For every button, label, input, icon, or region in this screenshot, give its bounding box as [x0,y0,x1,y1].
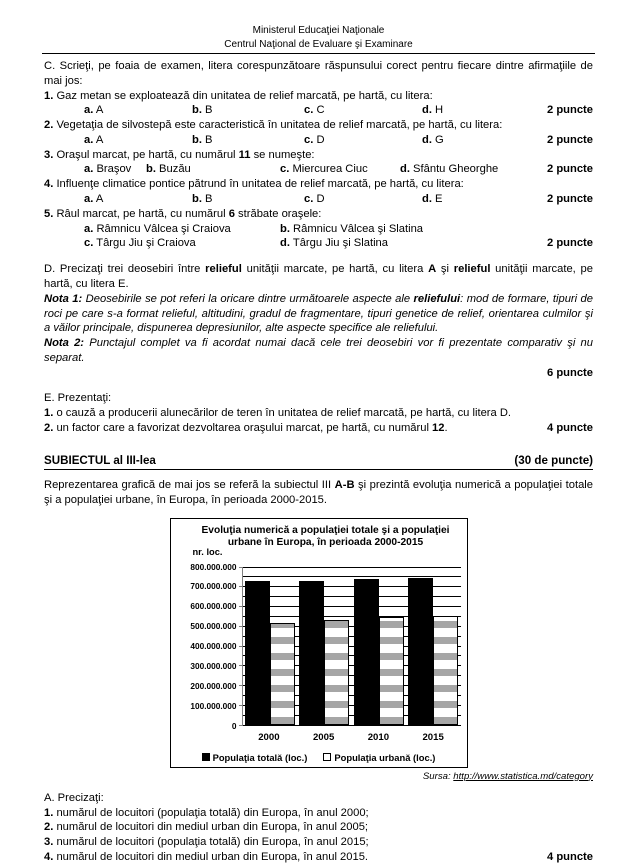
x-tick-label: 2010 [367,731,390,743]
a1-text: numărul de locuitori (populaţia totală) din Europa, în anul 2000; [53,806,369,819]
nota1-bold: reliefului [413,292,461,305]
legend-item [323,752,435,763]
nota2-label: Nota 2: [44,337,85,350]
bar-urban-population [379,617,404,725]
y-tick-label: 400.000.000 [190,641,237,652]
section-d-points-row [44,366,593,381]
bar-urban-population [270,623,295,725]
chart-grid [242,567,461,726]
q3-option-b: b. Buzău [146,163,191,176]
q2-number: 2. [44,119,54,132]
d-intro-bold-3: relieful [453,263,491,276]
legend-swatch-icon [202,753,210,761]
q2-options [44,133,593,148]
e2-number: 2. [44,421,54,434]
q1-number: 1. [44,89,54,102]
q3-option-d: d. Sfântu Gheorghe [400,163,499,176]
a2-text: numărul de locuitori din mediul urban din Europa, în anul 2005; [53,821,369,834]
q2-option-a: a. A [84,133,104,146]
a1-number: 1. [44,806,54,819]
q2-points: 2 puncte [546,133,593,146]
bar-group [406,567,461,725]
a3-number: 3. [44,836,54,849]
population-bar-chart [170,518,468,768]
q2-option-b: b. B [192,133,213,146]
q4-stem: Influenţe climatice pontice pătrund în unitatea de relief marcată, pe hartă, cu litera: [53,178,464,191]
section-a-item-3 [44,835,593,850]
legend-label: Populaţia urbană (loc.) [334,751,436,763]
nota2-text: Punctajul complet va fi acordat numai dacă cele trei deosebiri vor fi prezentate comparativ şi nu separat. [44,337,594,364]
chart-source [0,768,637,782]
q5-options-row1 [44,222,593,237]
y-axis-tick [239,725,243,726]
bar-urban-population [433,616,458,725]
q4-option-c: c. D [304,193,325,206]
a4-wrap [44,850,368,865]
q5-option-a: a. Râmnicu Vâlcea şi Craiova [84,222,231,235]
section-c-intro: C. Scrieţi, pe foaia de examen, litera corespunzătoare răspunsului corect pentru fiecare dintre afirmaţiile de mai jos: [44,60,593,87]
section-d-intro [44,262,593,292]
section-a-points: 4 puncte [546,851,593,864]
y-tick-label: 0 [231,720,237,731]
q5-option-c: c. Târgu Jiu şi Craiova [84,237,196,250]
bar-urban-population [324,620,349,725]
subject-3-heading [44,453,593,470]
section-a-item-2 [44,820,593,835]
q3-stem-bold: 11 [238,148,251,161]
q2-stem: Vegetaţia de silvostepă este caracteristică în unitatea de relief marcată, pe hartă, cu litera: [53,119,503,132]
e2-pre: un factor care a favorizat dezvoltarea oraşului marcat, pe hartă, cu numărul [53,421,433,434]
bar-total-population [354,579,379,724]
q1-points: 2 puncte [546,104,593,117]
d-intro-mid-1: unităţii marcate, pe hartă, cu litera [241,263,429,276]
q5-stem-bold: 6 [228,207,235,220]
chart-title: Evoluţia numerică a populaţiei totale şi a populaţiei urbane în Europa, în perioada 2000-2015 [201,524,450,549]
subject-3-intro [44,478,593,508]
exam-content [0,54,637,508]
nota1-post: : mod de formare, tipuri de roci pe care s-a format relieful, altitudini, gradul de fragmentare, tipuri genetice de relief, orientarea culmilor şi a văilor principale, dispunerea depresiunilor, alte aspecte specifice ale reliefului. [44,292,594,335]
e1-number: 1. [44,407,54,420]
section-a-item-4 [44,850,593,865]
q5-points: 2 puncte [546,237,593,250]
y-tick-label: 100.000.000 [190,700,237,711]
d-intro-bold-1: relieful [205,263,242,276]
legend-swatch-icon [323,753,331,761]
ministry-line: Ministerul Educaţiei Naţionale [252,25,385,36]
y-tick-label: 600.000.000 [190,601,237,612]
s3-intro-pre: Reprezentarea grafică de mai jos se referă la subiectul III [44,479,335,492]
s3-intro-post: şi prezintă evoluţia numerică a populaţiei totale şi a populaţiei urbane, în Europa, în perioada 2000-2015. [44,479,594,506]
bar-group [243,567,298,725]
subject-3-points: (30 de puncte) [514,453,593,467]
bar-series-group [243,567,461,725]
section-d-points: 6 puncte [546,366,593,379]
q3-points: 2 puncte [546,163,593,176]
d-intro-bold-2: A [428,263,437,276]
center-line: Centrul Naţional de Evaluare şi Examinare [224,38,413,50]
question-c3 [44,148,593,178]
q4-option-a: a. A [84,193,104,206]
q5-option-b: b. Râmnicu Vâlcea şi Slatina [280,222,424,235]
y-tick-label: 800.000.000 [190,561,237,572]
x-tick-label: 2015 [422,731,444,743]
q2-option-d: d. G [422,133,444,146]
q4-number: 4. [44,178,54,191]
s3-intro-bold: A-B [334,479,355,492]
q1-option-b: b. B [192,104,213,117]
y-axis-tick-labels [176,561,240,731]
q3-option-c: c. Miercurea Ciuc [280,163,368,176]
y-tick-label: 500.000.000 [190,621,237,632]
q3-stem-post: se numeşte: [250,148,315,161]
section-e-item-1 [44,406,593,421]
e2-bold: 12 [432,421,445,434]
legend-label: Populaţia totală (loc.) [212,751,308,763]
x-axis-tick-labels [242,732,461,743]
section-a-intro: A. Precizaţi: [44,791,104,804]
gridline-major [243,725,461,726]
a4-text: numărul de locuitori din mediul urban din Europa, în anul 2015. [53,851,369,864]
section-d-nota1 [44,292,593,336]
e1-text: o cauză a producerii alunecărilor de teren în unitatea de relief marcată, pe hartă, cu litera D. [53,407,512,420]
bar-group [352,567,407,725]
question-c5 [44,207,593,251]
q3-number: 3. [44,148,54,161]
y-axis-label: nr. loc. [192,546,223,557]
subject-3-title: SUBIECTUL al III-lea [44,453,156,467]
section-e-points: 4 puncte [546,421,593,434]
q4-option-d: d. E [422,193,443,206]
q5-number: 5. [44,207,54,220]
bar-total-population [245,581,270,724]
y-tick-label: 200.000.000 [190,680,237,691]
source-url[interactable]: http://www.statistica.md/category [453,770,593,782]
q3-stem-pre: Oraşul marcat, pe hartă, cu numărul [53,148,239,161]
q4-option-b: b. B [192,193,213,206]
section-e-intro: E. Prezentaţi: [44,392,112,405]
legend-item [202,752,308,763]
section-a [0,782,637,865]
bar-total-population [408,578,433,724]
question-c1 [44,89,593,119]
nota1-pre: Deosebirile se pot referi la oricare dintre următoarele aspecte ale [82,292,414,305]
chart-container [0,518,637,768]
q1-option-d: d. H [422,104,444,117]
q1-stem: Gaz metan se exploatează din unitatea de relief marcată, pe hartă, cu litera: [53,89,433,102]
x-tick-label: 2000 [258,731,280,743]
q5-option-d: d. Târgu Jiu şi Slatina [280,237,388,250]
q5-options-row2 [44,236,593,251]
e2-post: . [444,421,448,434]
question-c2 [44,118,593,148]
y-tick-label: 300.000.000 [190,660,237,671]
d-intro-pre: D. Precizaţi trei deosebiri între [44,263,206,276]
source-label: Sursa: [422,770,454,782]
q1-options [44,103,593,118]
section-a-item-1 [44,806,593,821]
question-c4 [44,177,593,207]
plot-area [176,561,461,731]
q5-stem-post: străbate oraşele: [234,207,322,220]
document-header [0,0,637,51]
d-intro-mid-3: unităţii marcate, pe hartă, cu litera E. [44,263,593,290]
a2-number: 2. [44,821,54,834]
a4-number: 4. [44,851,54,864]
x-tick-label: 2005 [312,731,335,743]
y-tick-label: 700.000.000 [190,581,237,592]
section-e-item-2 [44,421,593,436]
q3-options [44,162,593,177]
q5-stem-pre: Râul marcat, pe hartă, cu numărul [53,207,229,220]
q2-option-c: c. D [304,133,325,146]
q1-option-c: c. C [304,104,325,117]
d-intro-mid-2: şi [436,263,454,276]
chart-legend [171,752,467,763]
q3-option-a: a. Braşov [84,163,132,176]
bar-total-population [299,581,324,724]
q4-points: 2 puncte [546,193,593,206]
e2-wrap [44,421,448,436]
section-d-nota2 [44,336,593,366]
a3-text: numărul de locuitori (populaţia totală) din Europa, în anul 2015; [53,836,369,849]
q1-option-a: a. A [84,104,104,117]
nota1-label: Nota 1: [44,292,83,305]
q4-options [44,192,593,207]
bar-group [297,567,352,725]
